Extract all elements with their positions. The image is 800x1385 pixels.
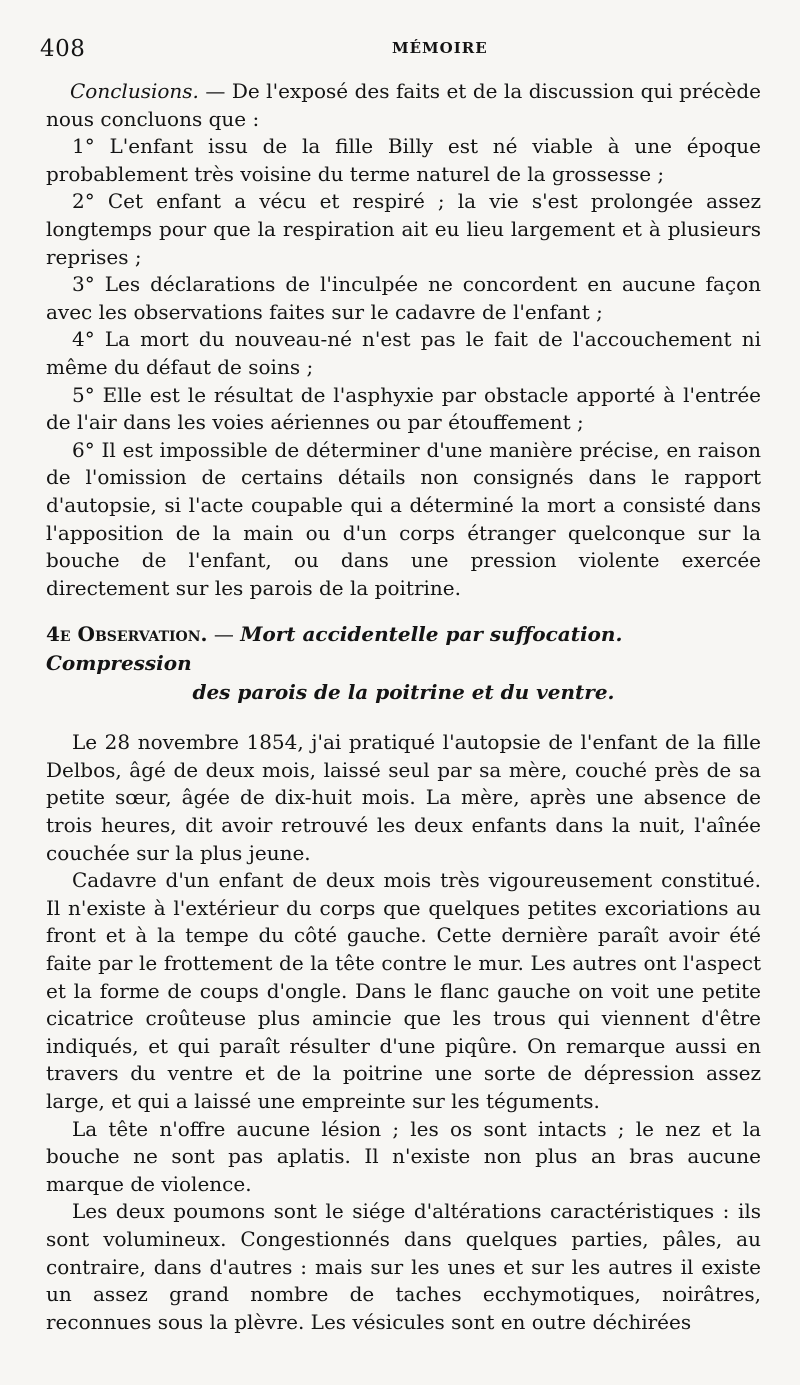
body-paragraph-4: Les deux poumons sont le siége d'altérations caractéristiques : ils sont volumineux. Congestionnés dans quelques parties, pâles, au contraire, dans d'autres : mais sur les unes et sur les autres il existe un assez grand nombre de taches ecchymotiques, noirâtres, reconnues sous la plèvre. Les vésicules sont en outre déchirées	[46, 1199, 761, 1334]
page-header	[40, 36, 760, 64]
observation-heading	[46, 620, 761, 707]
observation-title-line2: des parois de la poitrine et du ventre.	[192, 680, 615, 705]
observation-dash: —	[207, 622, 241, 647]
conclusions-intro: — De l'exposé des faits et de la discussion qui précède nous concluons que :	[46, 79, 761, 131]
body-paragraph-1: Le 28 novembre 1854, j'ai pratiqué l'autopsie de l'enfant de la fille Delbos, âgé de deux mois, laissé seul par sa mère, couché près de sa petite sœur, âgée de dix-huit mois. La mère, après une absence de trois heures, dit avoir retrouvé les deux enfants dans la nuit, l'aînée couchée sur la plus jeune.	[46, 730, 761, 865]
conclusion-item-4: 4° La mort du nouveau-né n'est pas le fait de l'accouchement ni même du défaut de soins ;	[46, 327, 761, 379]
conclusion-item-6: 6° Il est impossible de déterminer d'une manière précise, en raison de l'omission de certains détails non consignés dans le rapport d'autopsie, si l'acte coupable qui a déterminé la mort a consisté dans l'apposition de la main ou d'un corps étranger quelconque sur la bouche de l'enfant, ou dans une pression violente exercée directement sur les parois de la poitrine.	[46, 437, 761, 600]
conclusion-item-2: 2° Cet enfant a vécu et respiré ; la vie s'est prolongée assez longtemps pour que la respiration ait eu lieu largement et à plusieurs reprises ;	[46, 189, 761, 269]
body-paragraph-2: Cadavre d'un enfant de deux mois très vigoureusement constitué. Il n'existe à l'extérieur du corps que quelques petites excoriations au front et à la tempe du côté gauche. Cette dernière paraît avoir été faite par le frottement de la tête contre le mur. Les autres ont l'aspect et la forme de coups d'ongle. Dans le flanc gauche on voit une petite cicatrice croûteuse plus amincie que les trous qui viennent d'être indiqués, et qui paraît résulter d'une piqûre. On remarque aussi en travers du ventre et de la poitrine une sorte de dépression assez large, et qui a laissé une empreinte sur les téguments.	[46, 868, 761, 1113]
running-title: MÉMOIRE	[392, 39, 488, 57]
conclusion-item-5: 5° Elle est le résultat de l'asphyxie par obstacle apporté à l'entrée de l'air dans les voies aériennes ou par étouffement ;	[46, 382, 761, 435]
page-number: 408	[40, 36, 86, 62]
conclusions-paragraph	[46, 78, 761, 133]
page-body	[46, 78, 761, 1336]
observation-title-line1: Mort accidentelle par suffocation. Compression	[46, 622, 623, 676]
section-spacer	[46, 707, 761, 729]
conclusion-item-3: 3° Les déclarations de l'inculpée ne concordent en aucune façon avec les observations faites sur le cadavre de l'enfant ;	[46, 272, 761, 324]
body-paragraph-3: La tête n'offre aucune lésion ; les os sont intacts ; le nez et la bouche ne sont pas aplatis. Il n'existe non plus an bras aucune marque de violence.	[46, 1116, 761, 1196]
conclusions-label: Conclusions.	[70, 79, 199, 103]
conclusion-item-1: 1° L'enfant issu de la fille Billy est né viable à une époque probablement très voisine du terme naturel de la grossesse ;	[46, 134, 761, 186]
observation-label: 4e Observation.	[46, 622, 208, 647]
